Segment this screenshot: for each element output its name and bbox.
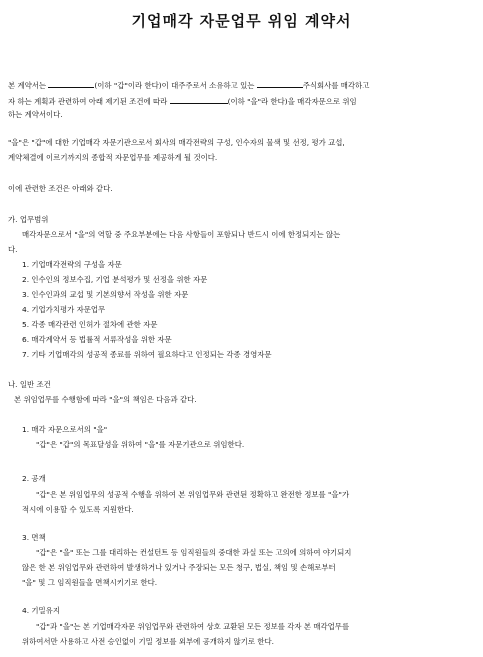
para2-line-2: 계약체결에 이르기까지의 종합적 자문업무를 제공하게 될 것이다. [8,153,218,162]
blank-company[interactable] [257,80,303,88]
condition-1-line-1: "갑"은 "갑"의 목표달성을 위하여 "을"를 자문기관으로 위임한다. [36,440,245,449]
blank-party-a[interactable] [48,80,94,88]
condition-3-heading: 3. 면책 [22,533,46,542]
condition-3-line-2: 않은 한 본 위임업무와 관련하여 발생하거나 있거나 주장되는 모든 청구, 법실, 책임 및 손해로부터 [22,563,336,572]
document-title: 기업매각 자문업무 위임 계약서 [131,12,352,30]
condition-2-line-1: "갑"은 본 위임업무의 성공적 수행을 위하여 본 위임업무와 관련된 정확하고 완전한 정보를 "을"가 [36,490,350,499]
condition-4-line-2: 위하여서만 사용하고 사전 승인없이 기밀 정보를 외부에 공개하지 않기로 한다. [22,637,274,646]
condition-4-heading: 4. 기밀유지 [22,606,60,615]
section-na-heading: 나. 일반 조건 [8,380,51,389]
scope-item: 4. 기업가치평가 자문업무 [22,305,106,314]
intro-text-e: (이하 "을"라 한다)을 매각자문으로 위임 [227,97,357,106]
para2-line-1: "을"은 "갑"에 대한 기업매각 자문기관으로서 회사의 매각전략의 구성, 인수자의 물색 및 선정, 평가 교섭, [8,138,345,147]
scope-item: 3. 인수인과의 교섭 및 기본의향서 작성을 위한 자문 [22,290,189,299]
scope-item: 5. 각종 매각관련 인허가 절차에 관한 자문 [22,320,158,329]
condition-2-line-2: 적시에 이용할 수 있도록 지원한다. [22,505,134,514]
section-ga-intro-2: 다. [8,245,18,254]
intro-line-2 [8,96,357,107]
condition-3-line-3: "을" 및 그 임직원들을 면책시키기로 한다. [22,578,158,587]
intro-line-3: 하는 계약서이다. [8,110,63,119]
intro-text-d: 자 하는 계획과 관련하여 아래 제기된 조건에 따라 [8,97,168,106]
section-ga-intro-1: 매각자문으로서 "을"의 역할 중 주요부분에는 다음 사항들이 포함되나 반드시 이에 한정되지는 않는 [22,230,341,239]
scope-item: 6. 매각계약서 등 법률적 서류작성을 위한 자문 [22,335,172,344]
section-ga-heading: 가. 업무범위 [8,215,49,224]
para3-line: 이에 관련한 조건은 아래와 같다. [8,184,113,193]
scope-item: 1. 기업매각전략의 구성을 자문 [22,260,122,269]
section-na-intro: 본 위임업무를 수행함에 따라 "을"의 책임은 다음과 같다. [14,395,197,404]
intro-text-b: (이하 "갑"이라 한다)이 대주주로서 소유하고 있는 [94,81,255,90]
scope-item: 2. 인수인의 정보수집, 기업 분석평가 및 선정을 위한 자문 [22,275,208,284]
blank-party-b[interactable] [170,96,228,104]
scope-item: 7. 기타 기업매각의 성공적 종료를 위하여 필요하다고 인정되는 각종 경영자문 [22,350,272,359]
intro-text-a: 본 계약서는 [8,81,47,90]
intro-line-1 [8,80,369,91]
condition-4-line-1: "갑"과 "을"는 본 기업매각자문 위임업무와 관련하여 상호 교환된 모든 정보를 각자 본 매각업무를 [36,622,350,631]
condition-1-heading: 1. 매각 자문으로서의 "을" [22,425,108,434]
condition-2-heading: 2. 공개 [22,474,46,483]
condition-3-line-1: "갑"은 "을" 또는 그를 대리하는 컨설턴트 등 임직원들의 중대한 과실 또는 고의에 의하여 야기되지 [36,548,352,557]
intro-text-c: 주식회사를 매각하고 [302,81,370,90]
